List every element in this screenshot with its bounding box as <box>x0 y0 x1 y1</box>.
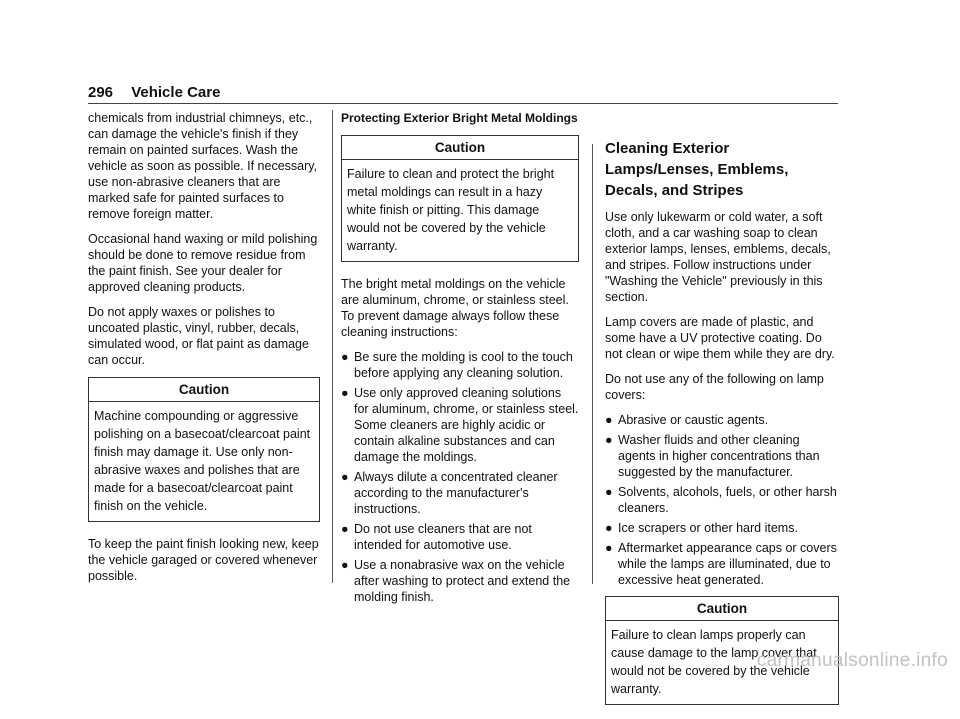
subheading: Protecting Exterior Bright Metal Moldings <box>341 111 578 125</box>
caution-title: Caution <box>342 136 578 160</box>
caution-text: Machine compounding or aggressive polishing on a basecoat/clearcoat paint finish may damage it. Use only non-abrasive waxes and polishes that are made for a basecoat/clearcoat paint finish on the vehicle. <box>94 409 311 513</box>
bullet-icon: ● <box>341 350 349 364</box>
bullet-icon: ● <box>605 433 613 447</box>
bullet-icon: ● <box>605 521 613 535</box>
list-item: ● Abrasive or caustic agents. <box>605 413 769 427</box>
bullet-icon: ● <box>341 558 349 572</box>
caution-text: Failure to clean lamps properly can cause damage to the lamp cover that would not be covered by the vehicle warranty. <box>611 628 817 696</box>
paragraph: Do not use any of the following on lamp covers: <box>605 372 824 402</box>
paragraph: Do not apply waxes or polishes to uncoated plastic, vinyl, rubber, decals, simulated wood, or flat paint as damage can occur. <box>88 305 309 367</box>
bullet-list <box>605 412 839 588</box>
caution-box <box>341 135 579 262</box>
bullet-icon: ● <box>605 413 613 427</box>
list-item: ● Aftermarket appearance caps or covers while the lamps are illuminated, due to excessive heat generated. <box>605 541 837 587</box>
paragraph: Occasional hand waxing or mild polishing should be done to remove residue from the paint finish. See your dealer for approved cleaning products. <box>88 232 318 294</box>
caution-box <box>88 377 320 522</box>
paragraph: chemicals from industrial chimneys, etc., can damage the vehicle's finish if they remain on painted surfaces. Wash the vehicle as soon as possible. If necessary, use non-abrasive cleaners that are marked safe for painted surfaces to remove foreign matter. <box>88 111 318 221</box>
caution-text: Failure to clean and protect the bright metal moldings can result in a hazy white finish or pitting. This damage would not be covered by the vehicle warranty. <box>347 167 555 253</box>
paragraph: Use only lukewarm or cold water, a soft cloth, and a car washing soap to clean exterior lamps, lenses, emblems, decals, and stripes. Follow instructions under "Washing the Vehicle" previously in this section. <box>605 210 831 304</box>
paragraph: The bright metal moldings on the vehicle are aluminum, chrome, or stainless steel. To prevent damage always follow these cleaning instructions: <box>341 277 569 339</box>
bullet-list <box>341 349 579 605</box>
column-divider-2 <box>592 144 593 584</box>
bullet-icon: ● <box>341 470 349 484</box>
bullet-icon: ● <box>341 386 349 400</box>
list-item: ● Always dilute a concentrated cleaner according to the manufacturer's instructions. <box>341 470 558 516</box>
bullet-icon: ● <box>605 541 613 555</box>
list-item: ● Ice scrapers or other hard items. <box>605 521 798 535</box>
paragraph: Lamp covers are made of plastic, and some have a UV protective coating. Do not clean or wipe them while they are dry. <box>605 315 835 361</box>
column-2 <box>341 110 579 613</box>
bullet-icon: ● <box>341 522 349 536</box>
header-rule <box>88 103 838 104</box>
page-header <box>88 84 220 101</box>
list-item: ● Solvents, alcohols, fuels, or other harsh cleaners. <box>605 485 837 515</box>
list-item: ● Use a nonabrasive wax on the vehicle after washing to protect and extend the molding finish. <box>341 558 571 604</box>
list-item: ● Be sure the molding is cool to the touch before applying any cleaning solution. <box>341 350 573 380</box>
column-1 <box>88 110 320 593</box>
watermark: carmanualsonline.info <box>756 650 948 671</box>
caution-title: Caution <box>606 597 838 621</box>
paragraph: To keep the paint finish looking new, keep the vehicle garaged or covered whenever possible. <box>88 537 319 583</box>
list-item: ● Do not use cleaners that are not intended for automotive use. <box>341 522 532 552</box>
section-heading: Cleaning Exterior Lamps/Lenses, Emblems, Decals, and Stripes <box>605 140 789 199</box>
section-title: Vehicle Care <box>131 84 221 101</box>
bullet-icon: ● <box>605 485 613 499</box>
column-divider-1 <box>332 110 333 583</box>
page-number: 296 <box>88 84 114 101</box>
caution-title: Caution <box>89 378 319 402</box>
list-item: ● Use only approved cleaning solutions for aluminum, chrome, or stainless steel. Some cleaners are highly acidic or contain alkaline substances and can damage the moldings. <box>341 386 579 464</box>
list-item: ● Washer fluids and other cleaning agents in higher concentrations than suggested by the manufacturer. <box>605 433 820 479</box>
column-3 <box>605 138 839 719</box>
